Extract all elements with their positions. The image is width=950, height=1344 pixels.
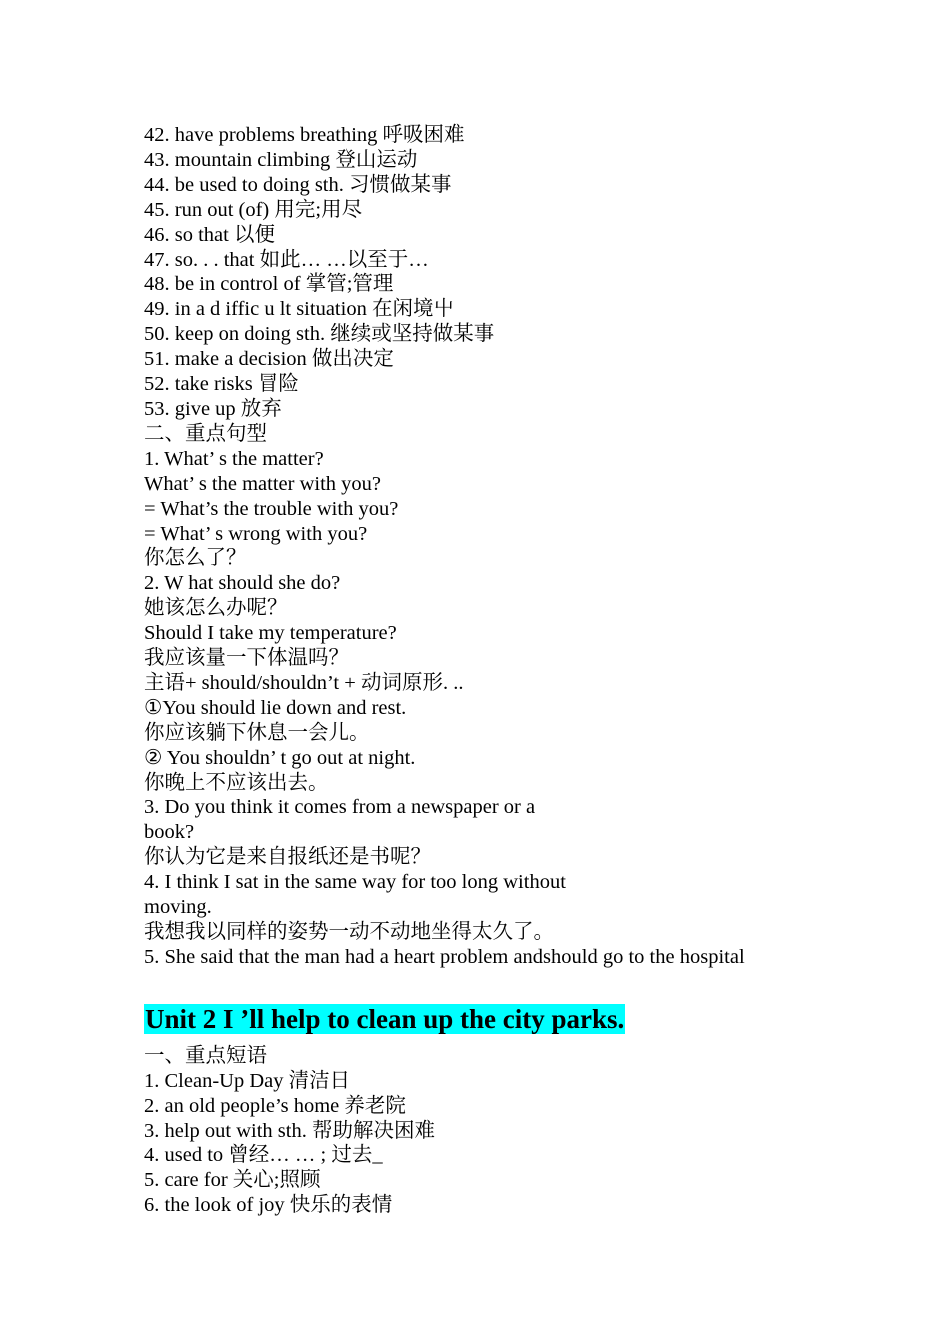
text-line: 48. be in control of 掌管;管理 [144,273,394,296]
text-line: moving. [144,896,212,919]
unit2-heading-text: Unit 2 I ’ll help to clean up the city parks. [145,1003,625,1034]
text-line: 47. so. . . that 如此… …以至于… [144,248,429,271]
text-line: Should I take my temperature? [144,622,397,645]
text-line: 45. run out (of) 用完;用尽 [144,198,363,221]
text-line: 46. so that 以便 [144,223,275,246]
text-line: 53. give up 放弃 [144,397,282,420]
text-line: 4. I think I sat in the same way for too long without [144,871,566,894]
text-line: 1. Clean-Up Day 清洁日 [144,1069,351,1092]
text-line: 你晚上不应该出去。 [144,771,329,794]
text-line: 4. used to 曾经… … ; 过去_ [144,1144,383,1167]
text-line: ② You shouldn’ t go out at night. [144,746,416,769]
text-line: 52. take risks 冒险 [144,373,299,396]
unit2-content [144,1044,844,1218]
text-line: 二、重点句型 [144,422,267,445]
text-line: 主语+ should/shouldn’t + 动词原形. .. [144,671,464,694]
text-line: 49. in a d iffic u lt situation 在闲境屮 [144,298,454,321]
text-line: 我想我以同样的姿势一动不动地坐得太久了。 [144,921,554,943]
text-line: 6. the look of joy 快乐的表情 [144,1194,393,1217]
text-line: 43. mountain climbing 登山运动 [144,148,418,171]
unit2-heading [144,1002,844,1036]
text-line: ①You should lie down and rest. [144,696,407,719]
text-line: 2. an old people’s home 养老院 [144,1094,406,1117]
text-line: 一、重点短语 [144,1044,267,1067]
text-line: = What’ s wrong with you? [144,522,368,545]
text-line: 3. Do you think it comes from a newspaper or a [144,796,536,819]
text-line: 5. She said that the man had a heart problem andshould go to the hospital [144,945,745,968]
text-line: 你认为它是来自报纸还是书呢？ [144,846,431,869]
text-line: 5. care for 关心;照顾 [144,1169,321,1192]
text-line: 1. What’ s the matter? [144,447,324,470]
text-line: 2. W hat should she do? [144,572,341,595]
text-line: 你应该躺下休息一会儿。 [144,721,370,744]
text-line: 50. keep on doing sth. 继续或坚持做某事 [144,323,495,346]
text-line: 我应该量一下体温吗？ [144,647,349,670]
text-line: 3. help out with sth. 帮助解决困难 [144,1119,435,1142]
text-line: 你怎么了？ [144,547,247,570]
text-line: book? [144,821,195,844]
text-line: 42. have problems breathing 呼吸困难 [144,124,465,146]
text-line: = What’s the trouble with you? [144,497,399,520]
text-line: 51. make a decision 做出决定 [144,348,394,371]
unit1-content [144,123,844,970]
text-line: 她该怎么办呢？ [144,597,288,620]
text-line: 44. be used to doing sth. 习惯做某事 [144,173,452,196]
text-line: What’ s the matter with you? [144,472,382,495]
document-page [144,123,844,1218]
